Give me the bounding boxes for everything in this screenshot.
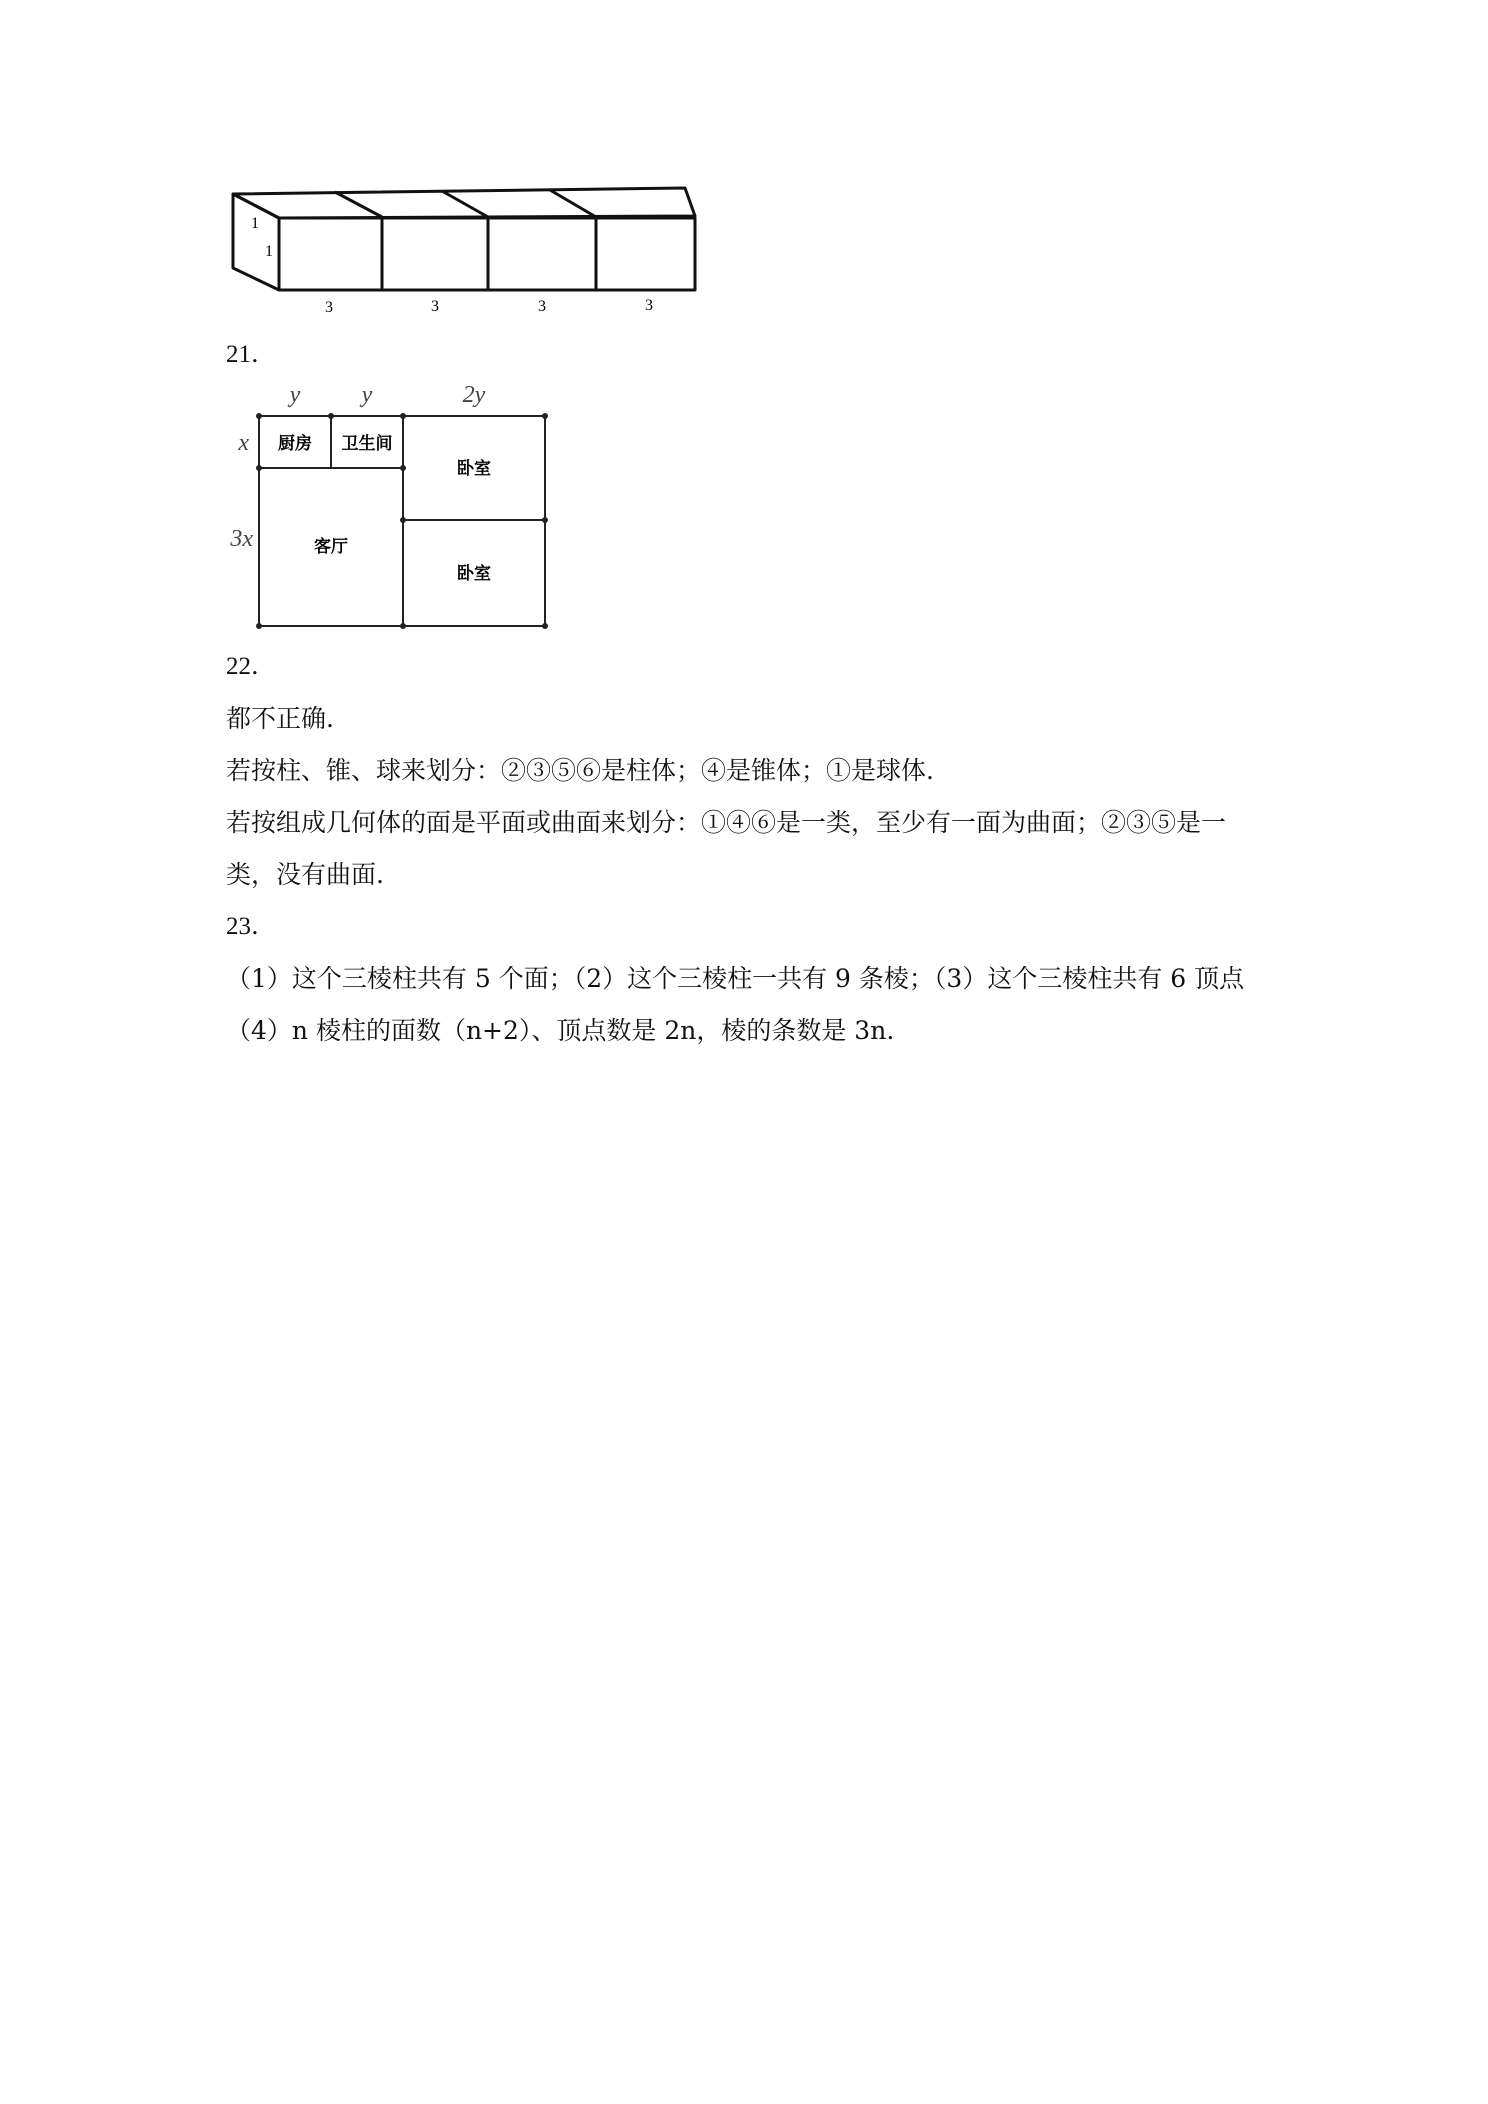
room-bathroom: 卫生间 [341, 434, 393, 454]
room-bedroom-top: 卧室 [457, 459, 491, 479]
end-face-top-label: 1 [251, 215, 259, 232]
q22-answer-line-3: 若按组成几何体的面是平面或曲面来划分：①④⑥是一类，至少有一面为曲面；②③⑤是一 [226, 808, 1227, 837]
end-face-side-label: 1 [265, 243, 273, 260]
question-21-number: 21． [226, 341, 277, 368]
question-22-number: 22． [226, 653, 277, 680]
cube-length-label-2: 3 [431, 298, 439, 315]
q22-answer-line-4: 类，没有曲面. [226, 860, 384, 889]
cube-row-figure [225, 180, 705, 320]
floor-plan-figure [215, 372, 555, 630]
dimension-label-side-2: 3x [230, 526, 253, 552]
cube-length-label-3: 3 [538, 298, 546, 315]
room-kitchen: 厨房 [278, 434, 312, 454]
cube-length-label-4: 3 [645, 297, 653, 314]
q23-answer-line-2: （4）n 棱柱的面数（n+2）、顶点数是 2n，棱的条数是 3n. [226, 1016, 895, 1045]
question-23-number: 23． [226, 913, 277, 940]
room-bedroom-bottom: 卧室 [457, 564, 491, 584]
room-living-room: 客厅 [314, 537, 348, 557]
q22-answer-line-1: 都不正确. [226, 704, 334, 733]
dimension-label-top-3: 2y [462, 382, 486, 408]
cube-row-end-face [233, 194, 279, 290]
cube-length-label-1: 3 [325, 299, 333, 316]
dimension-label-top-1: y [289, 382, 301, 408]
q23-answer-line-1: （1）这个三棱柱共有 5 个面；（2）这个三棱柱一共有 9 条棱；（3）这个三棱柱共有 6 顶点 [226, 964, 1245, 993]
dimension-label-side-1: x [238, 430, 249, 456]
dimension-label-top-2: y [361, 382, 373, 408]
q22-answer-line-2: 若按柱、锥、球来划分：②③⑤⑥是柱体；④是锥体；①是球体. [226, 756, 934, 785]
